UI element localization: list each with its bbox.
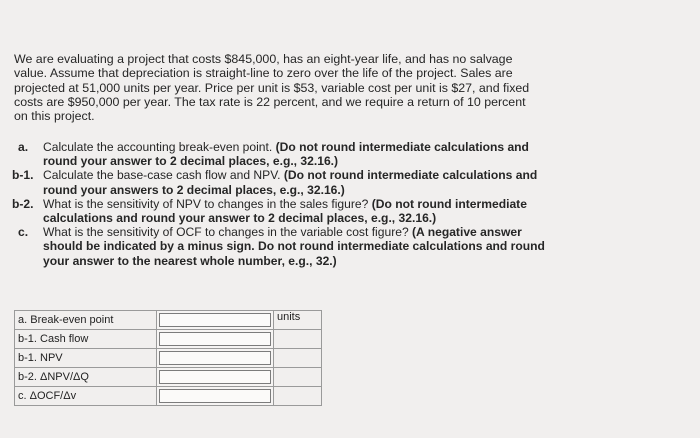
- question-text: [43, 140, 552, 168]
- unit-label: units: [274, 311, 322, 330]
- row-label: c. ΔOCF/Δv: [15, 387, 157, 406]
- question-b1: [12, 168, 552, 196]
- question-list: [12, 140, 552, 268]
- answer-row-break-even: [15, 311, 322, 330]
- unit-label: [274, 330, 322, 349]
- answer-row-ocf-sensitivity: [15, 387, 322, 406]
- cash-flow-input[interactable]: [159, 332, 271, 346]
- question-text: [43, 225, 552, 268]
- question-label: b-1.: [12, 168, 34, 183]
- unit-label: [274, 387, 322, 406]
- question-label: a.: [18, 140, 29, 154]
- ocf-sensitivity-input[interactable]: [159, 389, 271, 403]
- question-instruction: (Do not round intermediate calculations and round your answer to 2 decimal places, e.g., 32.16.): [43, 140, 529, 169]
- answer-cell: [157, 330, 274, 349]
- problem-statement: We are evaluating a project that costs $845,000, has an eight-year life, and has no salvage value. Assume that depreciation is straight-line to zero over the life of the project. Sales are projected at 51,000 units per year. Price per unit is $53, variable cost per unit is $27, and fixed costs are $950,000 per year. The tax rate is 22 percent, and we require a return of 10 percent on this project.: [14, 52, 530, 124]
- question-instruction: (A negative answer should be indicated by a minus sign. Do not round intermediate calculations and round your answer to the nearest whole number, e.g., 32.): [43, 225, 545, 268]
- row-label: a. Break-even point: [15, 311, 157, 330]
- question-instruction: (Do not round intermediate calculations and round your answer to 2 decimal places, e.g., 32.16.): [43, 196, 527, 226]
- unit-label: [274, 349, 322, 368]
- npv-input[interactable]: [159, 351, 271, 365]
- break-even-input[interactable]: [159, 313, 271, 327]
- question-text: [43, 168, 552, 196]
- answer-cell: [157, 368, 274, 387]
- answer-table: [14, 310, 322, 406]
- question-b2: [12, 197, 552, 225]
- row-label: b-1. NPV: [15, 349, 157, 368]
- row-label: b-1. Cash flow: [15, 330, 157, 349]
- answer-cell: [157, 387, 274, 406]
- answer-row-npv: [15, 349, 322, 368]
- question-prompt: What is the sensitivity of NPV to changes in the sales figure?: [43, 196, 372, 211]
- npv-sensitivity-input[interactable]: [159, 370, 271, 384]
- unit-label: [274, 368, 322, 387]
- answer-cell: [157, 311, 274, 330]
- answer-row-npv-sensitivity: [15, 368, 322, 387]
- question-label: b-2.: [12, 196, 34, 211]
- question-prompt: What is the sensitivity of OCF to changes in the variable cost figure?: [43, 225, 413, 240]
- answer-cell: [157, 349, 274, 368]
- answer-row-cash-flow: [15, 330, 322, 349]
- question-prompt: Calculate the accounting break-even point.: [43, 140, 276, 154]
- question-text: [43, 197, 552, 225]
- row-label: b-2. ΔNPV/ΔQ: [15, 368, 157, 387]
- question-label: c.: [18, 225, 29, 240]
- question-a: [12, 140, 552, 168]
- question-instruction: (Do not round intermediate calculations and round your answers to 2 decimal places, e.g., 32.16.): [43, 168, 538, 197]
- question-prompt: Calculate the base-case cash flow and NPV.: [43, 168, 284, 183]
- question-c: [12, 225, 552, 268]
